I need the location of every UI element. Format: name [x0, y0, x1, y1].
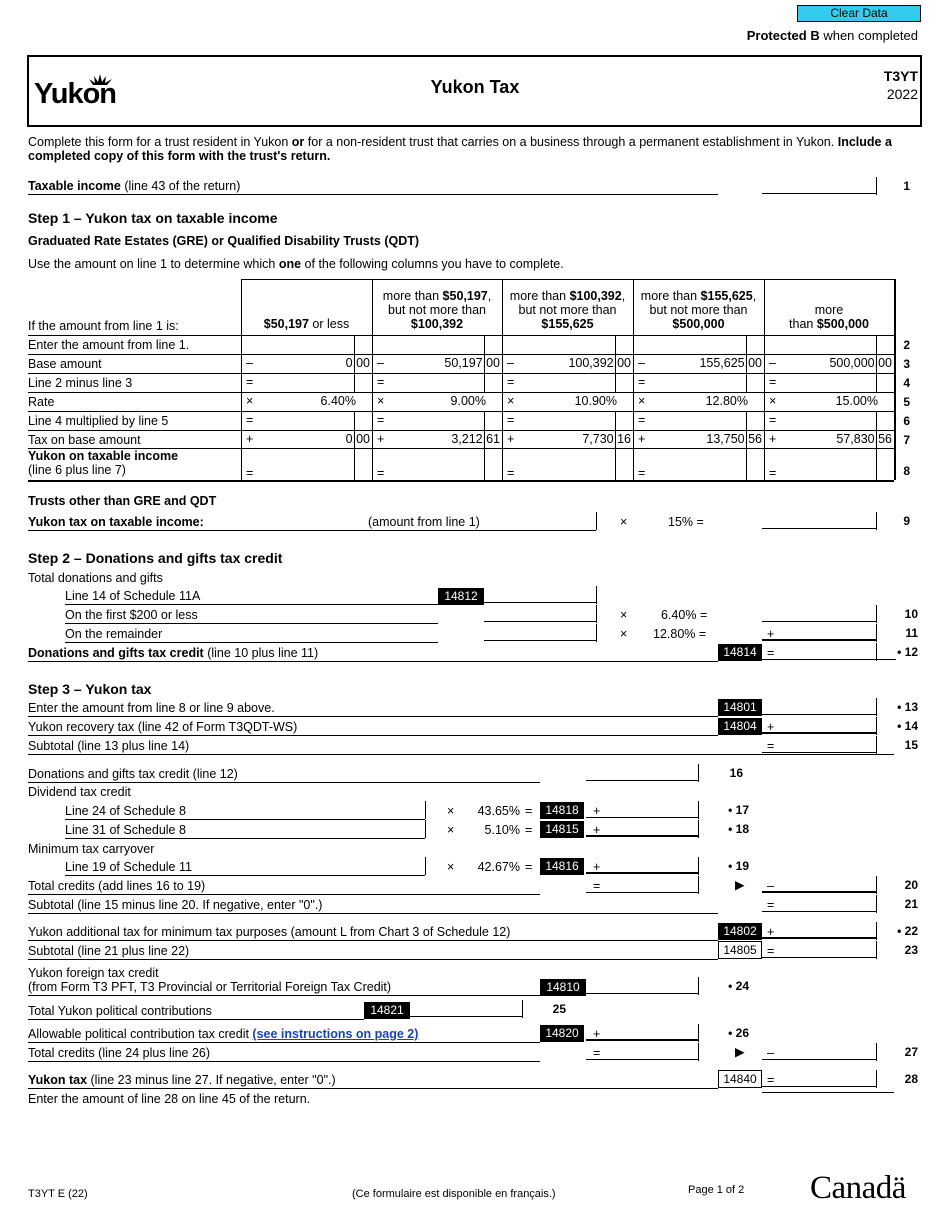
operator-times: × — [246, 394, 254, 408]
line-17-input[interactable] — [425, 801, 426, 819]
remainder-field[interactable] — [484, 624, 596, 641]
dividend-credit-label: Dividend tax credit — [28, 785, 131, 799]
line-20-sum-field[interactable] — [586, 876, 698, 893]
footer-page: Page 1 of 2 — [688, 1184, 745, 1196]
rate-1280-label: 12.80% = — [653, 627, 707, 641]
step3-title: Step 3 – Yukon tax — [28, 681, 152, 697]
line-26-number: • 26 — [728, 1026, 749, 1040]
line-19-number: • 19 — [728, 859, 749, 873]
footer-french: (Ce formulaire est disponible en français.) — [352, 1188, 556, 1200]
donations-credit-label: Donations and gifts tax credit (line 10 plus line 11) — [28, 646, 319, 660]
line-13-field[interactable] — [762, 698, 876, 715]
yukon-logo-text: Yukon — [34, 78, 117, 110]
form-year: 2022 — [886, 86, 918, 102]
cell-line8-col3[interactable] — [503, 449, 632, 479]
cell-line8-col1[interactable] — [242, 449, 371, 479]
step2-title: Step 2 – Donations and gifts tax credit — [28, 550, 283, 566]
column-header-1: $50,197 or less — [263, 317, 350, 331]
arrow-icon: ▶ — [735, 878, 745, 892]
line-17-number: • 17 — [728, 803, 749, 817]
code-14812: 14812 — [438, 588, 484, 605]
operator-minus: – — [507, 356, 514, 370]
operator-minus: – — [377, 356, 384, 370]
see-instructions-link[interactable]: (see instructions on page 2) — [252, 1027, 419, 1041]
operator-plus: + — [638, 432, 646, 446]
value-line5-col4: 12.80% — [705, 394, 748, 408]
line14-sched11a-label: Line 14 of Schedule 11A — [65, 589, 201, 603]
clear-data-button[interactable]: Clear Data — [797, 5, 921, 22]
value-line3-col5: 500,000.00 — [829, 356, 892, 370]
code-14814: 14814 — [718, 644, 762, 661]
taxable-income-label: Taxable income (line 43 of the return) — [28, 179, 241, 193]
enter-line28-label: Enter the amount of line 28 on line 45 of the return. — [28, 1092, 311, 1106]
cell-line8-col2[interactable] — [373, 449, 501, 479]
line-9-field[interactable] — [762, 512, 876, 529]
if-amount-label: If the amount from line 1 is: — [28, 319, 179, 333]
equals-symbol: = — [767, 1073, 775, 1087]
line-23-field[interactable] — [762, 941, 876, 958]
political-contrib-label: Total Yukon political contributions — [28, 1004, 212, 1018]
operator-plus: + — [377, 432, 385, 446]
form-title: Yukon Tax — [430, 77, 520, 97]
equals-symbol: = — [525, 823, 533, 837]
equals-symbol: = — [767, 646, 775, 660]
donations-line12-label: Donations and gifts tax credit (line 12) — [28, 767, 238, 781]
total-donations-label: Total donations and gifts — [28, 571, 163, 585]
value-line3-col1: 0.00 — [345, 356, 370, 370]
row-label-7: Tax on base amount — [28, 433, 141, 447]
equals-symbol: = — [593, 879, 601, 893]
line-15-field[interactable] — [762, 736, 876, 753]
line-number-8: 8 — [903, 464, 910, 478]
times-symbol: × — [620, 515, 628, 529]
cell-line2-col1[interactable] — [242, 336, 371, 353]
operator-equals: = — [377, 413, 385, 427]
operator-equals: = — [507, 466, 515, 480]
value-line7-col4: 13,750.56 — [706, 432, 762, 446]
line-18-rate: 5.10% — [484, 823, 520, 837]
column-header-2: more than $50,197, but not more than $100,392 — [382, 289, 492, 331]
value-line5-col1: 6.40% — [320, 394, 356, 408]
line-25-field[interactable] — [410, 1000, 522, 1017]
operator-times: × — [638, 394, 646, 408]
value-line3-col4: 155,625.00 — [699, 356, 762, 370]
foreign-credit-label-2: (from Form T3 PFT, T3 Provincial or Territorial Foreign Tax Credit) — [28, 980, 392, 994]
step1-title: Step 1 – Yukon tax on taxable income — [28, 210, 278, 226]
operator-equals: = — [507, 413, 515, 427]
value-line5-col3: 10.90% — [574, 394, 617, 408]
line-27-sum-field[interactable] — [586, 1043, 698, 1060]
operator-equals: = — [638, 413, 646, 427]
line-28-number: 28 — [904, 1072, 918, 1086]
min-tax-carry-label: Minimum tax carryover — [28, 842, 155, 856]
code-14802: 14802 — [718, 923, 762, 940]
operator-equals: = — [769, 466, 777, 480]
gre-heading: Graduated Rate Estates (GRE) or Qualified Disability Trusts (QDT) — [28, 234, 420, 248]
operator-equals: = — [377, 375, 385, 389]
total-credits-24-26-label: Total credits (line 24 plus line 26) — [28, 1046, 211, 1060]
operator-minus: – — [246, 356, 253, 370]
operator-plus: + — [246, 432, 254, 446]
code-14818: 14818 — [540, 802, 584, 819]
line-16-number: 16 — [729, 766, 743, 780]
line-20-field[interactable] — [762, 876, 876, 893]
row-label-8: Yukon on taxable income (line 6 plus line 7) — [28, 449, 179, 477]
column-header-4: more than $155,625, but not more than $500,000 — [640, 289, 757, 331]
row-label-5: Rate — [28, 395, 55, 409]
line-25-number: 25 — [552, 1002, 566, 1016]
operator-times: × — [377, 394, 385, 408]
cell-line4-col1[interactable] — [242, 374, 371, 391]
equals-symbol: = — [525, 804, 533, 818]
enter-line8-label: Enter the amount from line 8 or line 9 above. — [28, 701, 275, 715]
operator-times: × — [769, 394, 777, 408]
subtotal-13-14-label: Subtotal (line 13 plus line 14) — [28, 739, 190, 753]
allowable-political-label: Allowable political contribution tax credit (see instructions on page 2) — [28, 1027, 419, 1041]
line-11-number: 11 — [905, 626, 918, 640]
minus-symbol: – — [767, 1046, 774, 1060]
operator-equals: = — [246, 466, 254, 480]
line-14-field[interactable] — [762, 717, 876, 734]
times-symbol: × — [620, 608, 628, 622]
total-credits-16-19-label: Total credits (add lines 16 to 19) — [28, 879, 206, 893]
intro-text: Complete this form for a trust resident in Yukon or for a non-resident trust that carries on a business through a permanent establishment in Yukon. Include a completed copy of this form with the trust's return. — [28, 135, 892, 163]
rate-640-label: 6.40% = — [661, 608, 708, 622]
times-symbol: × — [447, 804, 455, 818]
code-14840: 14840 — [718, 1070, 762, 1088]
operator-equals: = — [246, 375, 254, 389]
operator-times: × — [507, 394, 515, 408]
value-line7-col5: 57,830.56 — [836, 432, 892, 446]
first-200-label: On the first $200 or less — [65, 608, 198, 622]
canada-wordmark: Canadä — [810, 1170, 906, 1206]
line-26-field[interactable] — [586, 1024, 698, 1041]
operator-equals: = — [638, 466, 646, 480]
additional-tax-label: Yukon additional tax for minimum tax purposes (amount L from Chart 3 of Schedule 12) — [28, 925, 511, 939]
code-14801: 14801 — [718, 699, 762, 716]
form-code: T3YT — [883, 68, 918, 84]
yukon-tax-taxable-label: Yukon tax on taxable income: — [28, 515, 204, 529]
remainder-label: On the remainder — [65, 627, 163, 641]
cell-line6-col2[interactable] — [373, 412, 501, 429]
line-18-number: • 18 — [728, 822, 749, 836]
line-17-rate: 43.65% — [477, 804, 520, 818]
line-10-number: 10 — [904, 607, 918, 621]
value-line3-col3: 100,392.00 — [568, 356, 631, 370]
line-10-field[interactable] — [762, 605, 876, 622]
line-12-number: • 12 — [897, 645, 918, 659]
line-24-number: • 24 — [728, 979, 749, 993]
trusts-other-heading: Trusts other than GRE and QDT — [28, 494, 217, 508]
plus-symbol: + — [593, 823, 601, 837]
operator-equals: = — [769, 413, 777, 427]
line-19-field[interactable] — [586, 857, 698, 874]
line-21-number: 21 — [904, 897, 918, 911]
code-14805: 14805 — [718, 941, 762, 959]
plus-symbol: + — [767, 925, 775, 939]
operator-plus: + — [769, 432, 777, 446]
plus-symbol: + — [593, 860, 601, 874]
amount-from-line1-label: (amount from line 1) — [368, 515, 480, 529]
subtotal-21-22-label: Subtotal (line 21 plus line 22) — [28, 944, 190, 958]
times-symbol: × — [447, 823, 455, 837]
equals-symbol: = — [767, 898, 775, 912]
line-18-label: Line 31 of Schedule 8 — [65, 823, 186, 837]
line-18-input[interactable] — [425, 820, 426, 838]
subtotal-15-20-label: Subtotal (line 15 minus line 20. If negative, enter "0".) — [28, 898, 323, 912]
cell-line2-col4[interactable] — [634, 336, 763, 353]
arrow-icon: ▶ — [735, 1045, 745, 1059]
line-number-7: 7 — [903, 433, 910, 447]
column-header-5: more than $500,000 — [789, 303, 869, 331]
column-header-3: more than $100,392, but not more than $155,625 — [509, 289, 626, 331]
line-17-field[interactable] — [586, 801, 698, 818]
line-27-number: 27 — [904, 1045, 918, 1059]
line-28-field[interactable] — [762, 1070, 876, 1087]
line-18-field[interactable] — [586, 820, 698, 837]
equals-symbol: = — [767, 739, 775, 753]
value-line5-col2: 9.00% — [450, 394, 486, 408]
line-number-5: 5 — [903, 395, 910, 409]
code-14815: 14815 — [540, 821, 584, 838]
operator-plus: + — [507, 432, 515, 446]
first-200-field[interactable] — [484, 605, 596, 622]
cell-line4-col5[interactable] — [765, 374, 893, 391]
row-label-4: Line 2 minus line 3 — [28, 376, 133, 390]
cell-line6-col3[interactable] — [503, 412, 632, 429]
line-20-number: 20 — [904, 878, 918, 892]
line-number-3: 3 — [903, 357, 910, 371]
line-15-number: 15 — [904, 738, 918, 752]
cell-line6-col1[interactable] — [242, 412, 371, 429]
cell-line2-col5[interactable] — [765, 336, 893, 353]
line-17-label: Line 24 of Schedule 8 — [65, 804, 186, 818]
protected-b-label: Protected B when completed — [746, 28, 918, 43]
line-27-field[interactable] — [762, 1043, 876, 1060]
yukon-tax-label: Yukon tax (line 23 minus line 27. If negative, enter "0".) — [28, 1073, 336, 1087]
foreign-credit-label-1: Yukon foreign tax credit — [28, 966, 159, 980]
row-label-6: Line 4 multiplied by line 5 — [28, 414, 169, 428]
line-24-field[interactable] — [586, 977, 698, 994]
value-line7-col2: 3,212.61 — [451, 432, 500, 446]
line-1-number: 1 — [903, 179, 910, 193]
cell-line6-col5[interactable] — [765, 412, 893, 429]
line-11-field[interactable] — [762, 624, 876, 641]
code-14820: 14820 — [540, 1025, 584, 1042]
cell-line4-col4[interactable] — [634, 374, 763, 391]
line-number-6: 6 — [903, 414, 910, 428]
cell-line8-col5[interactable] — [765, 449, 893, 479]
line-22-number: • 22 — [897, 924, 918, 938]
minus-symbol: – — [767, 879, 774, 893]
code-14821: 14821 — [364, 1002, 410, 1019]
line-21-field[interactable] — [762, 895, 876, 912]
rate-15: 15% = — [668, 515, 704, 529]
equals-symbol: = — [767, 944, 775, 958]
equals-symbol: = — [525, 860, 533, 874]
line-13-number: • 13 — [897, 700, 918, 714]
row-label-3: Base amount — [28, 357, 102, 371]
cell-line6-col4[interactable] — [634, 412, 763, 429]
code-14804: 14804 — [718, 718, 762, 735]
footer-code: T3YT E (22) — [28, 1188, 88, 1200]
operator-equals: = — [377, 466, 385, 480]
cell-line4-col3[interactable] — [503, 374, 632, 391]
row-label-2: Enter the amount from line 1. — [28, 338, 190, 352]
operator-equals: = — [246, 413, 254, 427]
recovery-tax-label: Yukon recovery tax (line 42 of Form T3QDT-WS) — [28, 720, 298, 734]
value-line7-col3: 7,730.16 — [582, 432, 631, 446]
line-number-2: 2 — [903, 338, 910, 352]
cell-line2-col2[interactable] — [373, 336, 501, 353]
value-line7-col1: 0.00 — [345, 432, 370, 446]
use-amount-instruction: Use the amount on line 1 to determine which one of the following columns you have to complete. — [28, 257, 564, 271]
operator-equals: = — [769, 375, 777, 389]
line-23-number: 23 — [904, 943, 918, 957]
plus-symbol: + — [593, 1027, 601, 1041]
line-16-field[interactable] — [586, 764, 698, 781]
code-14816: 14816 — [540, 858, 584, 875]
operator-equals: = — [638, 375, 646, 389]
operator-minus: – — [638, 356, 645, 370]
times-symbol: × — [620, 627, 628, 641]
plus-symbol: + — [767, 627, 775, 641]
cell-line2-col3[interactable] — [503, 336, 632, 353]
line-22-field[interactable] — [762, 922, 876, 939]
operator-equals: = — [507, 375, 515, 389]
line-9-input[interactable] — [484, 512, 596, 529]
line-19-label: Line 19 of Schedule 11 — [65, 860, 192, 874]
value-line3-col2: 50,197.00 — [444, 356, 500, 370]
line-9-number: 9 — [903, 514, 910, 528]
line-number-4: 4 — [903, 376, 910, 390]
times-symbol: × — [447, 860, 455, 874]
code-14810: 14810 — [540, 979, 586, 996]
line-14-number: • 14 — [897, 719, 918, 733]
line-19-rate: 42.67% — [477, 860, 520, 874]
cell-line4-col2[interactable] — [373, 374, 501, 391]
plus-symbol: + — [593, 804, 601, 818]
donations-total-field[interactable] — [484, 586, 596, 603]
cell-line8-col4[interactable] — [634, 449, 763, 479]
plus-symbol: + — [767, 720, 775, 734]
equals-symbol: = — [593, 1046, 601, 1060]
operator-minus: – — [769, 356, 776, 370]
line-1-field[interactable] — [762, 177, 876, 194]
value-line5-col5: 15.00% — [835, 394, 878, 408]
